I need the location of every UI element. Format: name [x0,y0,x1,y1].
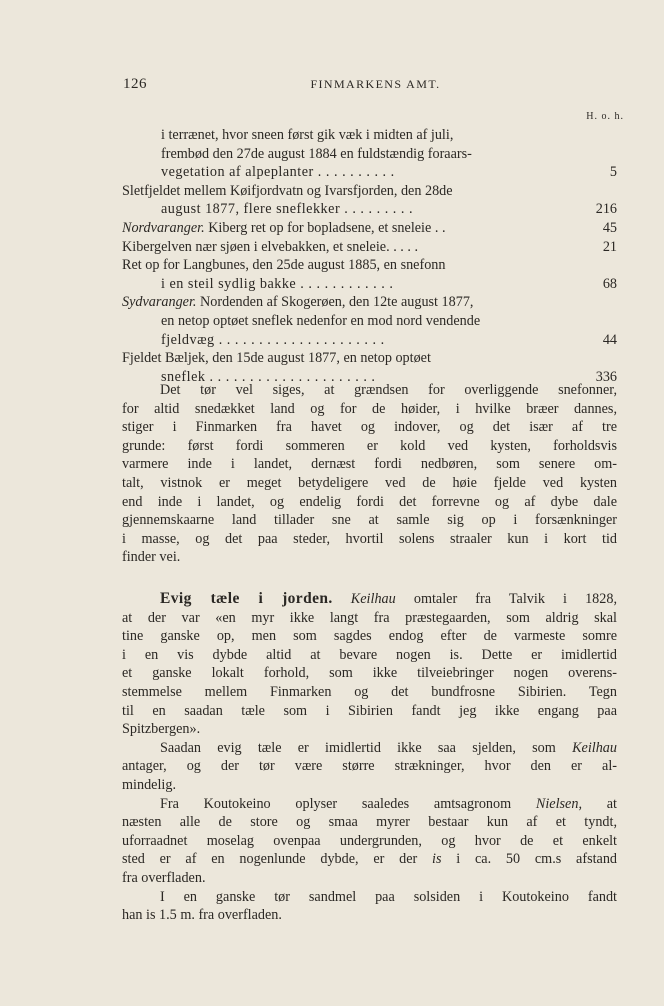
row-line: Nordvaranger. Kiberg ret op for bopladsene, et sneleie . . [122,219,446,236]
text-line: for altid snedækket land og for de høider, i hvilke bræer dannes, [122,400,617,417]
text-line: han is 1.5 m. fra overfladen. [122,907,282,924]
text-line: varmere inde i landet, dernæst fordi nedbøren, som senere om- [122,456,617,473]
row-line: Ret op for Langbunes, den 25de august 1885, en snefonn [122,257,446,274]
row-line: sneflek . . . . . . . . . . . . . . . . . . . . . [161,368,376,385]
text-line: stemmelse mellem Finmarken og det bundfrosne Sibirien. Tegn [122,683,617,700]
text-line: næsten alle de store og smaa myrer bestaar kun af et tyndt, [122,814,617,831]
place-name: Nordvaranger. [122,219,205,236]
page-number: 126 [123,76,147,92]
row-line: frembød den 27de august 1884 en fuldstændig foraars- [161,145,472,162]
text-line: Evig tæle i jorden. Keilhau omtaler fra Talvik i 1828, [160,590,617,607]
table-row [122,219,617,238]
row-line: Kibergelven nær sjøen i elvebakken, et sneleie. . . . . [122,238,419,255]
section-heading: Evig tæle i jorden. [160,590,333,607]
text-line: end inde i landet, og endelig fordi det forrevne og af dybe dale [122,493,617,510]
row-line: Sletfjeldet mellem Køifjordvatn og Ivarsfjorden, den 28de [122,182,453,199]
text-line: Spitzbergen». [122,721,201,738]
table-row [122,182,617,219]
snow-location-table [122,126,617,386]
text-line: talt, vistnok er meget betydeligere ved de høie fjelde ved kysten [122,474,617,491]
author-name: Keilhau [572,739,617,756]
text-line: et ganske lokalt forhold, som ikke tilveiebringer nogen overens- [122,665,617,682]
section-permafrost [122,590,617,925]
person-name: Nielsen, [535,795,582,812]
height-column-heading: H. o. h. [586,111,624,122]
row-line: Fjeldet Bæljek, den 15de august 1877, en netop optøet [122,350,431,367]
height-value: 21 [602,238,617,255]
row-line: august 1877, flere sneflekker . . . . . . . . . [161,201,414,218]
text-line: stiger i Finmarken fra havet og indover, og det især af tre [122,419,617,436]
height-value: 44 [602,331,617,348]
row-line: i terrænet, hvor sneen først gik væk i midten af juli, [161,127,454,143]
row-line: vegetation af alpeplanter . . . . . . . . . . [161,164,395,181]
text-line: antager, og der tør være større strækninger, hvor den er al- [122,758,617,775]
paragraph-snow-limit [122,381,617,567]
text-line: uforraadnet moselag ovenpaa undergrunden, og hvor de et enkelt [122,832,617,849]
table-row [122,238,617,257]
row-line: fjeldvæg . . . . . . . . . . . . . . . . . . . . . [161,331,385,348]
text-line: Fra Koutokeino oplyser saaledes amtsagronom Nielsen, at [160,795,617,812]
text-line: mindelig. [122,776,176,793]
text-line: gjennemskaarne land tillader sne at samle sig op i forsænkninger [122,512,617,529]
height-value: 68 [602,275,617,292]
row-line: i en steil sydlig bakke . . . . . . . . . . . . [161,275,394,292]
height-value: 5 [609,164,617,181]
text-line: I en ganske tør sandmel paa solsiden i Koutokeino fandt [160,888,617,905]
height-value: 336 [595,368,617,385]
text-line: at der var «en myr ikke langt fra præstegaarden, som aldrig skal [122,609,617,626]
height-value: 45 [602,219,617,236]
place-name: Sydvaranger. [122,294,197,311]
height-value: 216 [595,201,617,218]
table-row [122,293,617,349]
table-row [122,126,617,182]
text-line: tine ganske op, men som sagdes endog efter de varmeste somre [122,628,617,645]
text-line: i en vis dybde altid at bevare nogen is. Dette er imidlertid [122,646,617,663]
text-line: Saadan evig tæle er imidlertid ikke saa sjelden, som Keilhau [160,739,617,756]
text-line: finder vei. [122,549,181,566]
text-line: til en saadan tæle som i Sibirien fandt jeg ikke engang paa [122,702,617,719]
row-line: Sydvaranger. Nordenden af Skogerøen, den 12te august 1877, [122,294,474,311]
author-name: Keilhau [350,591,396,607]
text-line: fra overfladen. [122,869,206,886]
text-line: Det tør vel siges, at grændsen for overliggende snefonner, [160,382,617,398]
text-line: sted er af en nogenlunde dybde, er der is i ca. 50 cm.s afstand [122,851,618,868]
row-line: en netop optøet sneflek nedenfor en mod nord vendende [161,312,481,329]
text-line: grunde: først fordi sommeren er kold ved kysten, forholdsvis [122,437,617,454]
running-title: FINMARKENS AMT. [310,77,441,91]
page-header [123,76,628,96]
table-row [122,256,617,293]
text-line: i masse, og det paa steder, hvortil solens straaler kun i kort tid [122,530,617,547]
